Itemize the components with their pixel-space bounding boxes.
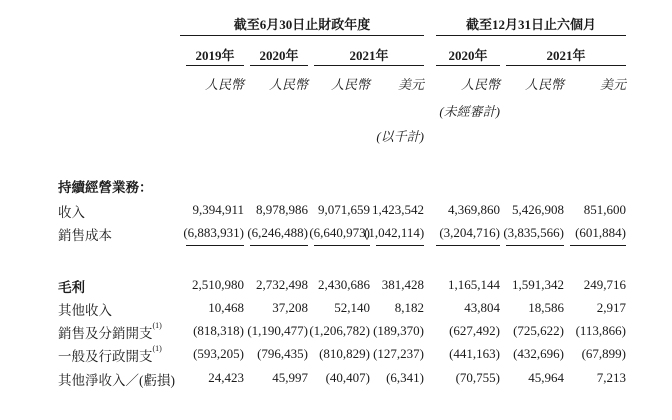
table-cell: 249,716 [583,277,626,292]
table-cell: 1,591,342 [512,277,564,292]
unit-note: (以千計) [376,129,424,144]
subtotal-rule [506,245,564,246]
table-cell: 1,165,144 [448,277,500,292]
table-cell: (432,696) [513,346,564,361]
table-cell: (627,492) [449,323,500,338]
table-cell: 9,394,911 [192,202,244,217]
currency-header: 人民幣 [524,77,564,92]
currency-header: 人民幣 [204,77,244,92]
currency-header: 人民幣 [330,77,370,92]
year-rule [436,65,500,66]
table-cell: 8,182 [394,300,424,315]
row-label-cost-of-sales: 銷售成本 [58,228,112,243]
year-rule [186,65,244,66]
row-label-revenue: 收入 [58,205,85,220]
year-header: 2019年 [195,48,235,63]
table-cell: 8,978,986 [256,202,308,217]
table-cell: 10,468 [208,300,244,315]
subtotal-rule [186,245,244,246]
group-title-fiscal-year: 截至6月30日止財政年度 [233,17,371,32]
table-cell: (601,884) [575,225,626,240]
table-cell: 851,600 [583,202,626,217]
table-cell: 381,428 [381,277,424,292]
year-rule [314,65,424,66]
section-title: 持續經營業務： [58,180,153,195]
subtotal-rule [250,245,308,246]
table-cell: 43,804 [464,300,500,315]
table-cell: (441,163) [449,346,500,361]
table-cell: (725,622) [513,323,564,338]
table-cell: 24,423 [208,370,244,385]
table-cell: (67,899) [581,346,626,361]
year-header: 2021年 [349,48,389,63]
table-cell: 7,213 [596,370,626,385]
footnote-marker: (1) [152,344,162,353]
table-cell: (40,407) [325,370,370,385]
footnote-marker: (1) [152,321,162,330]
table-cell: (3,204,716) [439,225,500,240]
row-label-other-income: 其他收入 [58,303,112,318]
unaudited-note: (未經審計) [439,104,500,119]
table-cell: 4,369,860 [448,202,500,217]
currency-header: 人民幣 [460,77,500,92]
currency-header: 美元 [599,77,626,92]
currency-header: 人民幣 [268,77,308,92]
table-cell: 1,423,542 [372,202,424,217]
subtotal-rule [570,245,626,246]
year-rule [506,65,626,66]
table-cell: 18,586 [528,300,564,315]
table-cell: (818,318) [193,323,244,338]
table-cell: (593,205) [193,346,244,361]
table-cell: (6,246,488) [247,225,308,240]
table-cell: (6,341) [386,370,424,385]
table-cell: 52,140 [334,300,370,315]
table-cell: (1,190,477) [247,323,308,338]
year-header: 2020年 [448,48,488,63]
row-label-admin-expenses [58,345,162,365]
table-cell: (796,435) [257,346,308,361]
row-label-gross-profit: 毛利 [58,280,85,295]
table-cell: 2,430,686 [318,277,370,292]
year-rule [250,65,308,66]
table-cell: (127,237) [373,346,424,361]
table-cell: 45,997 [272,370,308,385]
year-header: 2021年 [546,48,586,63]
table-cell: (113,866) [575,323,626,338]
table-cell: (70,755) [455,370,500,385]
table-cell: 5,426,908 [512,202,564,217]
row-label-selling-expenses [58,322,162,342]
row-label-text: 銷售及分銷開支 [58,326,153,341]
table-cell: (6,883,931) [183,225,244,240]
currency-header: 美元 [397,77,424,92]
table-cell: 9,071,659 [318,202,370,217]
table-cell: 37,208 [272,300,308,315]
table-cell: 2,917 [596,300,626,315]
year-header: 2020年 [259,48,299,63]
table-cell: (3,835,566) [503,225,564,240]
row-label-other-net-income: 其他淨收入／(虧損) [58,373,175,388]
table-cell: (1,042,114) [364,225,425,240]
table-cell: (189,370) [373,323,424,338]
row-label-text: 一般及行政開支 [58,349,153,364]
table-cell: (1,206,782) [309,323,370,338]
table-cell: 45,964 [528,370,564,385]
table-cell: (6,640,973) [309,225,370,240]
group-title-six-months: 截至12月31日止六個月 [465,17,596,32]
group-rule-fiscal-year [180,35,424,36]
table-cell: 2,510,980 [192,277,244,292]
group-rule-six-months [436,35,626,36]
subtotal-rule [436,245,500,246]
table-cell: 2,732,498 [256,277,308,292]
subtotal-rule [314,245,370,246]
table-cell: (810,829) [319,346,370,361]
subtotal-rule [376,245,424,246]
